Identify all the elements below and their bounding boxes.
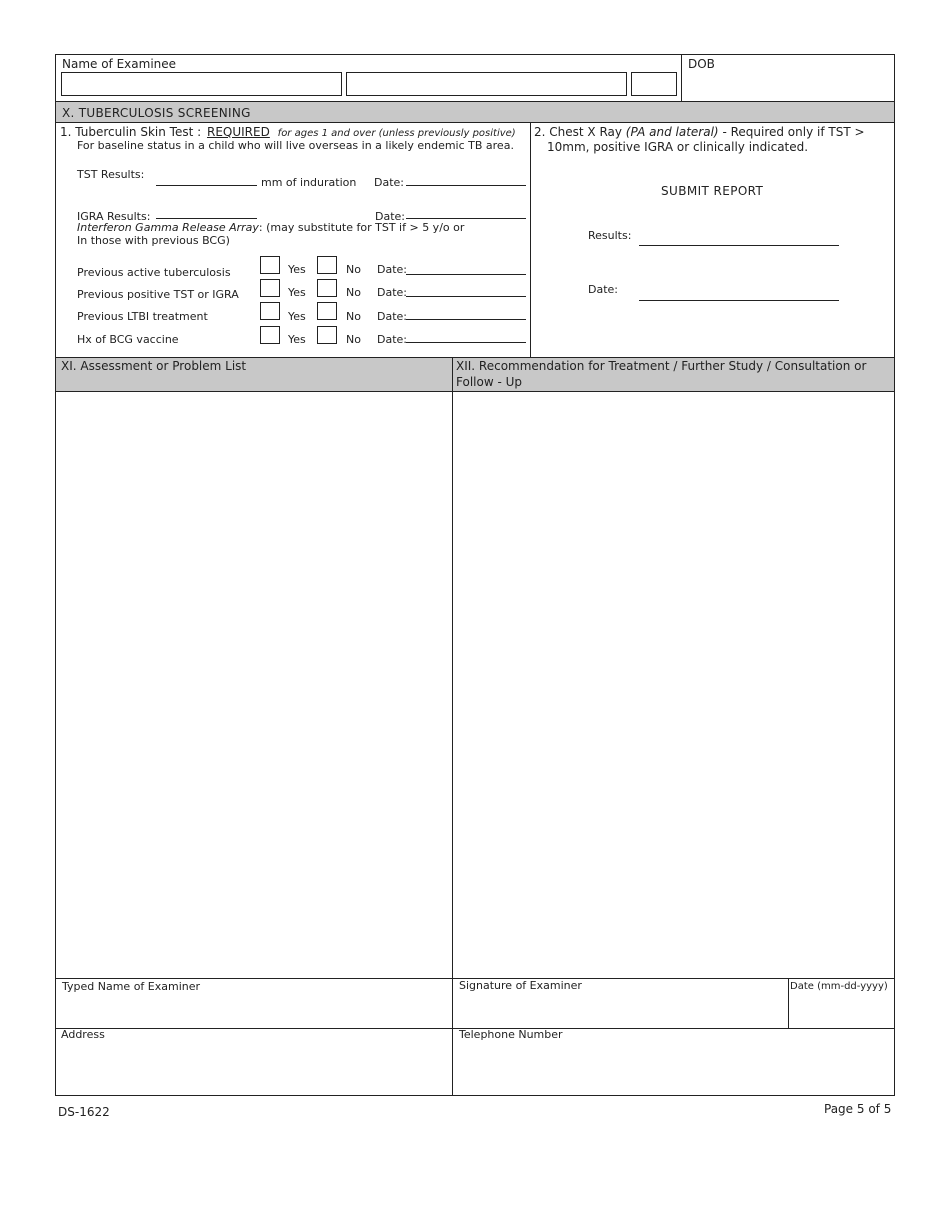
tst-baseline-text: For baseline status in a child who will live overseas in a likely endemic TB area.	[77, 139, 514, 152]
history-no-checkbox[interactable]	[317, 279, 337, 297]
xray-label-text: 2. Chest X Ray	[534, 125, 622, 139]
xray-label	[534, 125, 865, 139]
first-name-input[interactable]	[346, 72, 627, 96]
tst-required: REQUIRED	[206, 125, 270, 139]
igra-description	[77, 221, 464, 234]
history-no-label: No	[346, 333, 361, 346]
igra-desc-italic: Interferon Gamma Release Array	[77, 221, 259, 234]
xray-label-italic: (PA and lateral)	[625, 125, 719, 139]
history-yes-label: Yes	[288, 286, 306, 299]
tst-mm-label: mm of induration	[261, 176, 357, 189]
history-yes-checkbox[interactable]	[260, 302, 280, 320]
section-x-column-divider	[530, 123, 531, 357]
section-xii-title-line2: Follow - Up	[456, 375, 522, 389]
name-of-examinee-label: Name of Examinee	[62, 57, 177, 71]
section-xii-title-line1: XII. Recommendation for Treatment / Further Study / Consultation or	[456, 359, 867, 373]
history-yes-checkbox[interactable]	[260, 256, 280, 274]
typed-name-input[interactable]	[60, 996, 450, 1024]
signature-label: Signature of Examiner	[459, 979, 582, 992]
section-xi-header	[55, 357, 453, 392]
signature-field[interactable]	[456, 996, 784, 1024]
address-input[interactable]	[60, 1044, 448, 1092]
igra-desc-line2: In those with previous BCG)	[77, 234, 230, 247]
assessment-problem-list-area[interactable]	[58, 394, 450, 976]
history-date-label: Date:	[377, 333, 407, 346]
submit-report-text: SUBMIT REPORT	[661, 184, 764, 198]
last-name-input[interactable]	[61, 72, 342, 96]
igra-date-label: Date:	[375, 210, 405, 223]
history-yes-label: Yes	[288, 263, 306, 276]
history-date-line[interactable]	[406, 274, 526, 275]
xray-date-line[interactable]	[639, 300, 839, 301]
examiner-date-label: Date (mm-dd-yyyy)	[790, 981, 888, 992]
history-date-label: Date:	[377, 286, 407, 299]
history-label: Hx of BCG vaccine	[77, 333, 179, 346]
history-date-line[interactable]	[406, 342, 526, 343]
dob-divider	[681, 54, 682, 101]
tst-results-label: TST Results:	[77, 168, 145, 181]
dob-label: DOB	[688, 57, 715, 71]
xray-label-rest: - Required only if TST >	[722, 125, 865, 139]
recommendation-area[interactable]	[456, 394, 892, 976]
history-label: Previous positive TST or IGRA	[77, 288, 239, 301]
history-yes-checkbox[interactable]	[260, 326, 280, 344]
section-x-header	[55, 101, 895, 123]
igra-desc-rest: : (may substitute for TST if > 5 y/o or	[258, 221, 465, 234]
history-yes-checkbox[interactable]	[260, 279, 280, 297]
igra-date-line[interactable]	[406, 218, 526, 219]
history-no-label: No	[346, 310, 361, 323]
tst-results-line[interactable]	[156, 185, 257, 186]
history-no-checkbox[interactable]	[317, 302, 337, 320]
section-x-title: X. TUBERCULOSIS SCREENING	[62, 106, 251, 120]
history-no-label: No	[346, 263, 361, 276]
form-id: DS-1622	[58, 1105, 110, 1119]
xray-results-label: Results:	[588, 229, 632, 242]
tst-label	[60, 125, 516, 140]
telephone-label: Telephone Number	[459, 1028, 563, 1041]
tst-label-text: 1. Tuberculin Skin Test :	[60, 125, 202, 139]
history-no-checkbox[interactable]	[317, 326, 337, 344]
igra-results-line[interactable]	[156, 218, 257, 219]
history-label: Previous LTBI treatment	[77, 310, 208, 323]
xray-date-label: Date:	[588, 283, 618, 296]
tst-note: for ages 1 and over (unless previously positive)	[277, 128, 516, 139]
history-date-label: Date:	[377, 263, 407, 276]
xi-xii-divider	[452, 391, 453, 1096]
igra-results-label: IGRA Results:	[77, 210, 151, 223]
date-divider	[788, 978, 789, 1028]
history-yes-label: Yes	[288, 333, 306, 346]
history-label: Previous active tuberculosis	[77, 266, 231, 279]
xray-results-line[interactable]	[639, 245, 839, 246]
section-xii-header	[452, 357, 895, 392]
telephone-input[interactable]	[457, 1046, 891, 1074]
history-date-label: Date:	[377, 310, 407, 323]
history-yes-label: Yes	[288, 310, 306, 323]
history-no-checkbox[interactable]	[317, 256, 337, 274]
history-date-line[interactable]	[406, 296, 526, 297]
typed-name-label: Typed Name of Examiner	[62, 980, 201, 993]
history-date-line[interactable]	[406, 319, 526, 320]
examiner-date-input[interactable]	[791, 998, 895, 1024]
section-xi-title: XI. Assessment or Problem List	[61, 359, 247, 373]
tst-date-line[interactable]	[406, 185, 526, 186]
address-label: Address	[61, 1028, 105, 1041]
xray-line2: 10mm, positive IGRA or clinically indicated.	[547, 140, 809, 154]
middle-initial-input[interactable]	[631, 72, 677, 96]
history-no-label: No	[346, 286, 361, 299]
tst-date-label: Date:	[374, 176, 404, 189]
dob-input[interactable]	[686, 74, 890, 98]
page-number: Page 5 of 5	[824, 1102, 892, 1116]
